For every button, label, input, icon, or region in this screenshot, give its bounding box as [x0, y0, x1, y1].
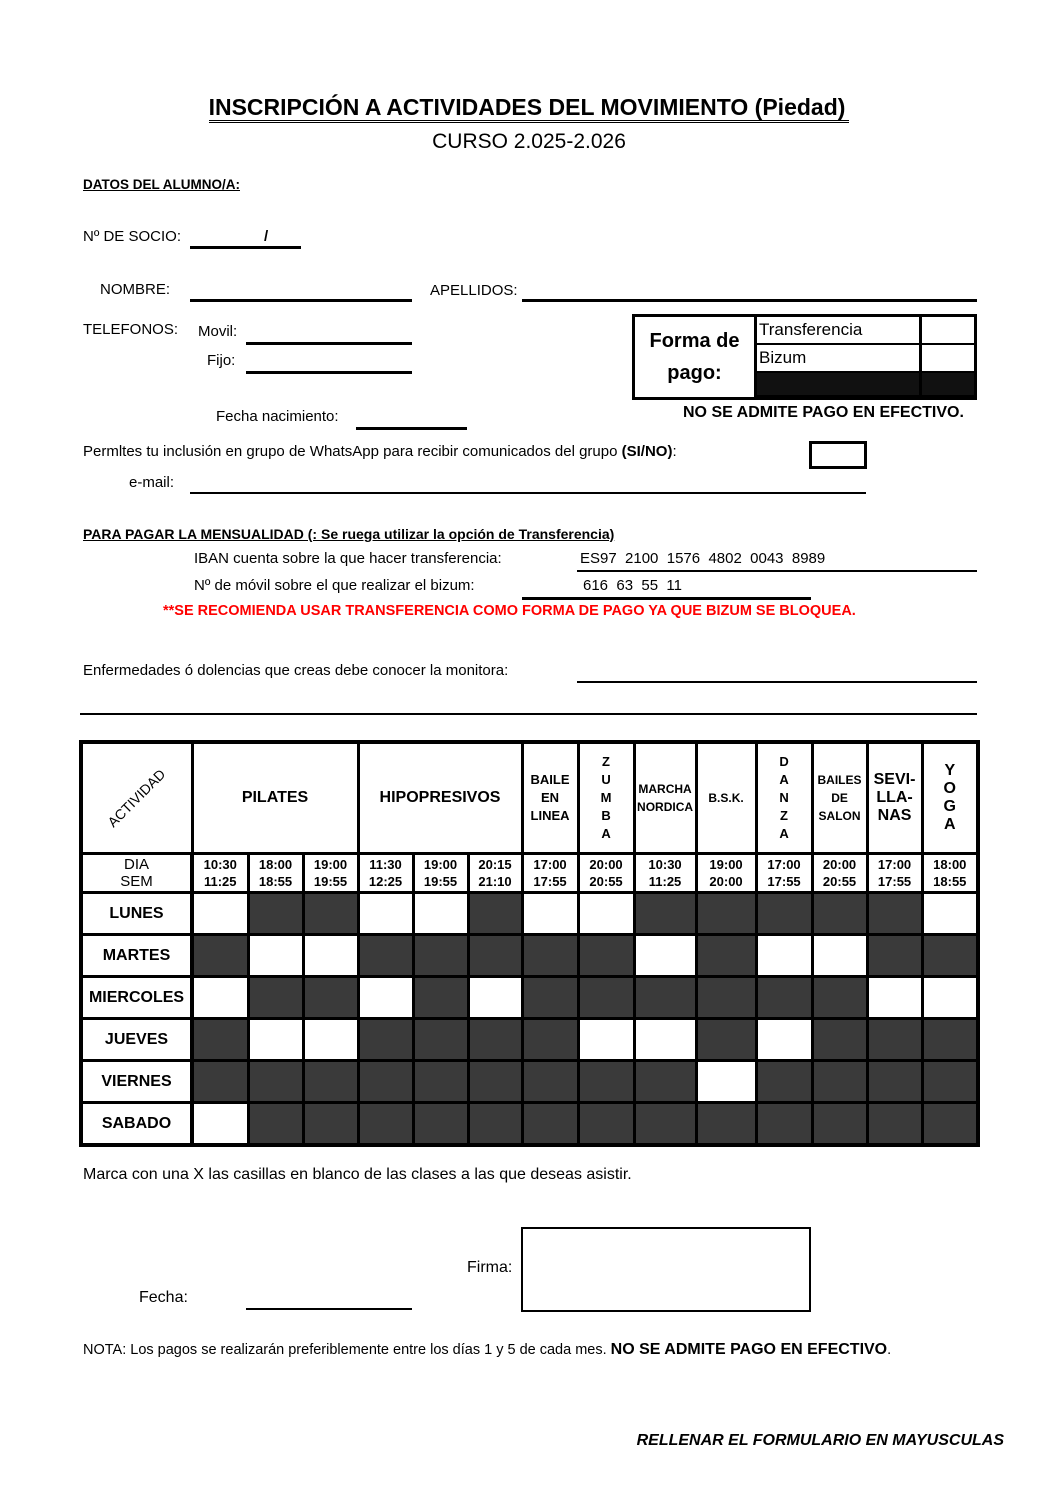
- nombre-input[interactable]: [190, 299, 412, 302]
- payment-method-box: [632, 314, 977, 400]
- day-row-sabado: [81, 1103, 978, 1146]
- activity-header: HIPOPRESIVOS: [358, 742, 522, 854]
- class-checkbox[interactable]: [413, 893, 468, 935]
- activity-corner-cell: ACTIVIDAD: [81, 742, 192, 854]
- class-time: 18:00 18:55: [248, 854, 303, 893]
- activity-header: Y O G A: [922, 742, 978, 854]
- class-time: 20:15 21:10: [468, 854, 522, 893]
- unavailable-cell: [248, 893, 303, 935]
- class-checkbox[interactable]: [248, 935, 303, 977]
- socio-separator: /: [264, 228, 269, 245]
- unavailable-cell: [867, 1103, 922, 1146]
- unavailable-cell: [522, 1103, 578, 1146]
- unavailable-cell: [756, 893, 812, 935]
- class-time: 17:00 17:55: [522, 854, 578, 893]
- class-checkbox[interactable]: [522, 893, 578, 935]
- unavailable-cell: [248, 1061, 303, 1103]
- unavailable-cell: [812, 1019, 867, 1061]
- unavailable-cell: [413, 977, 468, 1019]
- unavailable-cell: [468, 1061, 522, 1103]
- day-label: JUEVES: [81, 1019, 192, 1061]
- dia-sem-label: DIA SEM: [81, 854, 192, 893]
- class-time: 18:00 18:55: [922, 854, 978, 893]
- day-row-martes: [81, 935, 978, 977]
- bizum-checkbox[interactable]: [922, 345, 974, 373]
- activity-header: D A N Z A: [756, 742, 812, 854]
- unavailable-cell: [922, 1061, 978, 1103]
- unavailable-cell: [756, 1061, 812, 1103]
- unavailable-cell: [812, 1061, 867, 1103]
- unavailable-cell: [358, 935, 413, 977]
- class-checkbox[interactable]: [696, 1061, 756, 1103]
- class-checkbox[interactable]: [578, 1019, 634, 1061]
- unavailable-cell: [634, 977, 696, 1019]
- socio-label: Nº DE SOCIO:: [83, 228, 181, 245]
- activity-header: PILATES: [192, 742, 358, 854]
- class-checkbox[interactable]: [922, 977, 978, 1019]
- payment-option-bizum: Bizum: [757, 345, 922, 373]
- movil-label: Movil:: [198, 323, 238, 340]
- transferencia-checkbox[interactable]: [922, 317, 974, 345]
- day-label: VIERNES: [81, 1061, 192, 1103]
- class-checkbox[interactable]: [468, 977, 522, 1019]
- class-checkbox[interactable]: [248, 1019, 303, 1061]
- unavailable-cell: [303, 893, 358, 935]
- activity-header: MARCHA NORDICA: [634, 742, 696, 854]
- unavailable-cell: [578, 935, 634, 977]
- unavailable-cell: [248, 977, 303, 1019]
- unavailable-cell: [468, 893, 522, 935]
- unavailable-cell: [922, 935, 978, 977]
- activity-header: Z U M B A: [578, 742, 634, 854]
- activity-header: BAILE EN LINEA: [522, 742, 578, 854]
- unavailable-cell: [812, 1103, 867, 1146]
- monthly-payment-heading: PARA PAGAR LA MENSUALIDAD (: Se ruega utilizar la opción de Transferencia): [83, 526, 615, 542]
- unavailable-cell: [634, 893, 696, 935]
- activity-header: B.S.K.: [696, 742, 756, 854]
- fecha-input[interactable]: [246, 1308, 412, 1310]
- unavailable-cell: [578, 1103, 634, 1146]
- unavailable-cell: [812, 893, 867, 935]
- unavailable-cell: [358, 1019, 413, 1061]
- signature-box[interactable]: [521, 1227, 811, 1312]
- unavailable-cell: [696, 1019, 756, 1061]
- fijo-label: Fijo:: [207, 352, 236, 369]
- unavailable-cell: [303, 1061, 358, 1103]
- class-checkbox[interactable]: [358, 977, 413, 1019]
- apellidos-label: APELLIDOS:: [430, 282, 518, 299]
- class-time: 10:30 11:25: [634, 854, 696, 893]
- iban-label: IBAN cuenta sobre la que hacer transferencia:: [194, 550, 502, 567]
- class-time: 19:00 20:00: [696, 854, 756, 893]
- unavailable-cell: [756, 977, 812, 1019]
- class-time: 19:00 19:55: [303, 854, 358, 893]
- class-time: 20:00 20:55: [578, 854, 634, 893]
- class-time: 10:30 11:25: [192, 854, 248, 893]
- class-time: 17:00 17:55: [867, 854, 922, 893]
- class-checkbox[interactable]: [634, 1019, 696, 1061]
- uppercase-instruction-footer: RELLENAR EL FORMULARIO EN MAYUSCULAS: [636, 1432, 1004, 1449]
- bizum-underline: [522, 597, 811, 600]
- unavailable-cell: [812, 977, 867, 1019]
- unavailable-cell: [413, 1019, 468, 1061]
- whatsapp-label: Permltes tu inclusión en grupo de WhatsApp para recibir comunicados del grupo (SI/NO):: [83, 443, 677, 460]
- unavailable-cell: [867, 935, 922, 977]
- class-checkbox[interactable]: [634, 935, 696, 977]
- unavailable-cell: [522, 935, 578, 977]
- unavailable-cell: [578, 1061, 634, 1103]
- fecha-label: Fecha:: [139, 1289, 188, 1306]
- fecha-nacimiento-input[interactable]: [356, 427, 467, 430]
- movil-input[interactable]: [246, 342, 412, 345]
- payment-note: NOTA: Los pagos se realizarán preferiblemente entre los días 1 y 5 de cada mes. NO SE ADMITE PAGO EN EFECTIVO.: [83, 1341, 892, 1358]
- day-row-miercoles: [81, 977, 978, 1019]
- unavailable-cell: [413, 935, 468, 977]
- health-input-line-2[interactable]: [80, 713, 977, 715]
- telefonos-label: TELEFONOS:: [83, 321, 179, 338]
- payment-option-transferencia: Transferencia: [757, 317, 922, 345]
- payment-method-label: Forma de pago:: [635, 317, 757, 397]
- day-label: LUNES: [81, 893, 192, 935]
- class-checkbox[interactable]: [578, 893, 634, 935]
- activity-header: SEVI- LLA- NAS: [867, 742, 922, 854]
- nombre-label: NOMBRE:: [100, 281, 171, 298]
- unavailable-cell: [358, 1103, 413, 1146]
- unavailable-cell: [867, 1019, 922, 1061]
- class-checkbox[interactable]: [192, 1103, 248, 1146]
- class-checkbox[interactable]: [867, 977, 922, 1019]
- transfer-recommendation-warning: **SE RECOMIENDA USAR TRANSFERENCIA COMO FORMA DE PAGO YA QUE BIZUM SE BLOQUEA.: [163, 603, 856, 619]
- unavailable-cell: [922, 1103, 978, 1146]
- unavailable-cell: [634, 1061, 696, 1103]
- email-label: e-mail:: [129, 474, 175, 491]
- apellidos-input[interactable]: [522, 299, 977, 302]
- fecha-nacimiento-label: Fecha nacimiento:: [216, 408, 339, 425]
- class-time: 19:00 19:55: [413, 854, 468, 893]
- health-label: Enfermedades ó dolencias que creas debe conocer la monitora:: [83, 662, 509, 679]
- unavailable-cell: [696, 977, 756, 1019]
- unavailable-cell: [468, 1019, 522, 1061]
- unavailable-cell: [867, 893, 922, 935]
- course-subtitle: CURSO 2.025-2.026: [432, 130, 626, 153]
- class-checkbox[interactable]: [192, 977, 248, 1019]
- class-time: 11:30 12:25: [358, 854, 413, 893]
- unavailable-cell: [358, 1061, 413, 1103]
- unavailable-cell: [867, 1061, 922, 1103]
- iban-underline: [577, 570, 977, 572]
- unavailable-cell: [192, 935, 248, 977]
- unavailable-cell: [468, 1103, 522, 1146]
- unavailable-cell: [468, 935, 522, 977]
- time-header-row: [81, 854, 978, 893]
- bizum-value: 616 63 55 11: [583, 577, 682, 594]
- fijo-input[interactable]: [246, 371, 412, 374]
- unavailable-cell: [522, 977, 578, 1019]
- class-time: 20:00 20:55: [812, 854, 867, 893]
- day-row-viernes: [81, 1061, 978, 1103]
- class-time: 17:00 17:55: [756, 854, 812, 893]
- unavailable-cell: [696, 935, 756, 977]
- unavailable-cell: [303, 1103, 358, 1146]
- class-checkbox[interactable]: [812, 935, 867, 977]
- unavailable-cell: [696, 1103, 756, 1146]
- unavailable-cell: [522, 1019, 578, 1061]
- class-checkbox[interactable]: [192, 893, 248, 935]
- unavailable-cell: [922, 1019, 978, 1061]
- class-checkbox[interactable]: [358, 893, 413, 935]
- unavailable-cell: [413, 1061, 468, 1103]
- day-label: MARTES: [81, 935, 192, 977]
- activity-header-row: [81, 742, 978, 854]
- day-label: MIERCOLES: [81, 977, 192, 1019]
- unavailable-cell: [192, 1019, 248, 1061]
- form-title: INSCRIPCIÓN A ACTIVIDADES DEL MOVIMIENTO (Piedad): [0, 94, 1058, 121]
- day-row-jueves: [81, 1019, 978, 1061]
- class-checkbox[interactable]: [303, 935, 358, 977]
- email-input[interactable]: [190, 492, 866, 494]
- unavailable-cell: [413, 1103, 468, 1146]
- class-checkbox[interactable]: [303, 1019, 358, 1061]
- whatsapp-consent-box[interactable]: [809, 441, 867, 469]
- iban-value: ES97 2100 1576 4802 0043 8989: [580, 550, 826, 567]
- no-cash-notice: NO SE ADMITE PAGO EN EFECTIVO.: [683, 404, 964, 421]
- unavailable-cell: [522, 1061, 578, 1103]
- instructions-text: Marca con una X las casillas en blanco de las clases a las que deseas asistir.: [83, 1166, 632, 1183]
- socio-input[interactable]: [190, 246, 301, 249]
- blank-checkbox: [922, 373, 974, 397]
- unavailable-cell: [192, 1061, 248, 1103]
- health-input[interactable]: [577, 681, 977, 683]
- unavailable-cell: [756, 1103, 812, 1146]
- unavailable-cell: [634, 1103, 696, 1146]
- unavailable-cell: [696, 893, 756, 935]
- class-checkbox[interactable]: [756, 1019, 812, 1061]
- class-checkbox[interactable]: [756, 935, 812, 977]
- schedule-table: [79, 740, 980, 1147]
- class-checkbox[interactable]: [922, 893, 978, 935]
- payment-option-blank: [757, 373, 922, 397]
- day-row-lunes: [81, 893, 978, 935]
- student-section-label: DATOS DEL ALUMNO/A:: [83, 177, 240, 192]
- activity-header: BAILES DE SALON: [812, 742, 867, 854]
- unavailable-cell: [303, 977, 358, 1019]
- bizum-label: Nº de móvil sobre el que realizar el bizum:: [194, 577, 475, 594]
- unavailable-cell: [578, 977, 634, 1019]
- firma-label: Firma:: [467, 1259, 513, 1276]
- unavailable-cell: [248, 1103, 303, 1146]
- day-label: SABADO: [81, 1103, 192, 1146]
